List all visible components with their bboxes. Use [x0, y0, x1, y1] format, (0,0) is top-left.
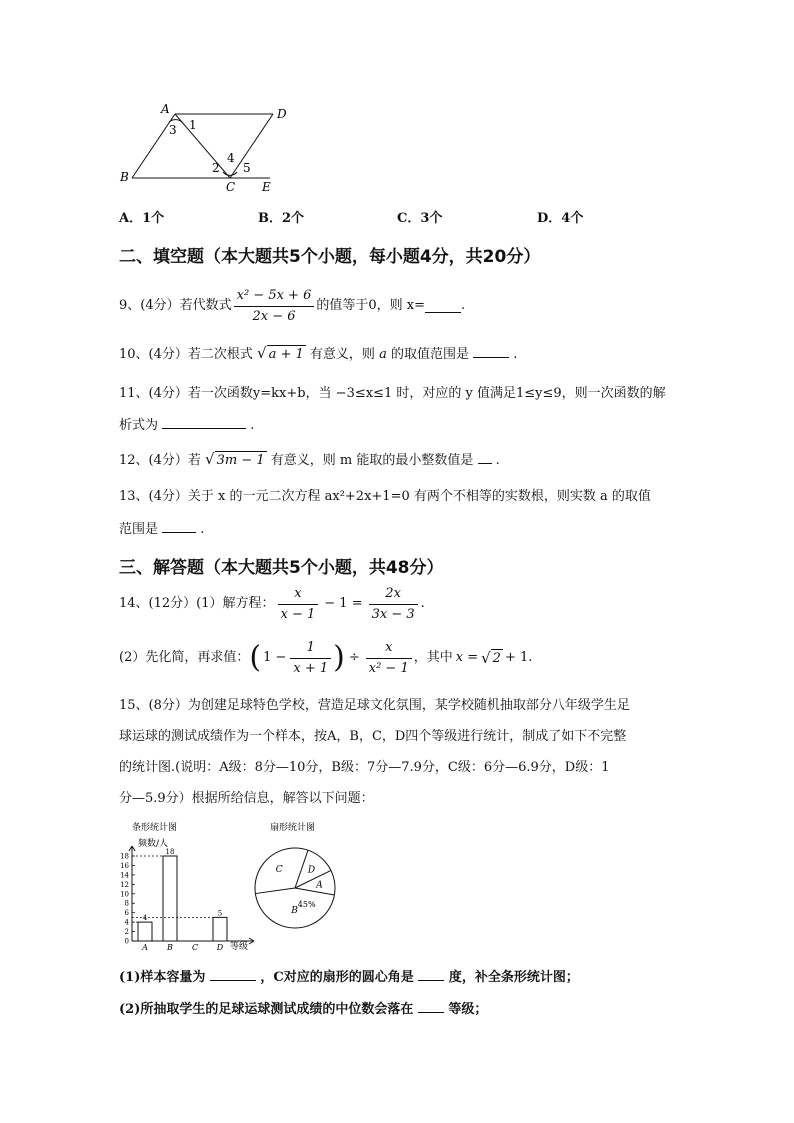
- pie-percent-B: 45%: [297, 899, 316, 909]
- q14-one-minus: 1 −: [263, 650, 287, 665]
- q14-f2-denominator: 3x − 3: [371, 606, 415, 622]
- question-15-line-4: 分—5.9分）根据所给信息，解答以下问题：: [119, 791, 374, 806]
- angle-label-4: 4: [227, 151, 235, 165]
- q14-f1-denominator: x − 1: [280, 606, 316, 622]
- option-d: D．4个: [537, 211, 584, 226]
- q14-f3-denominator: x + 1: [293, 660, 329, 676]
- q14-p1-prefix: 14、(12分）(1）解方程：: [119, 596, 275, 611]
- option-b: B．2个: [258, 211, 305, 226]
- q10-text-1: 有意义，则: [309, 347, 375, 362]
- q9-fraction: [234, 287, 315, 326]
- option-c: C．3个: [397, 211, 443, 226]
- q9-denominator: 2x − 6: [252, 308, 296, 324]
- q9-numerator: x² − 5x + 6: [234, 287, 315, 307]
- point-label-C: C: [226, 180, 236, 194]
- bar-B: [163, 856, 177, 941]
- q14-divide: ÷: [348, 650, 360, 665]
- section-3-heading: 三、解答题（本大题共5个小题，共48分）: [119, 558, 444, 578]
- bar-y-tick-label: 18: [120, 852, 129, 861]
- angle-label-2: 2: [212, 161, 220, 175]
- question-14-part-2: (2）先化简，再求值： ( 1 − $\frac{1}{x + 1}$ ) ÷ $\frac{x}{\text{x² − 1}}$ ，其中 x = √ 2 + 1.: [119, 639, 533, 676]
- q15-sub2-text-b: 等级；: [448, 1002, 488, 1017]
- q15-sample-size-blank[interactable]: [210, 968, 256, 981]
- q14-f3-numerator: 1: [290, 639, 331, 659]
- question-13-line-2: [119, 520, 204, 539]
- q12-suffix: 有意义，则 m 能取的最小整数值是: [270, 453, 474, 468]
- q14-f1-numerator: x: [278, 585, 319, 605]
- q15-sub2-text-a: (2)所抽取学生的足球运球测试成绩的中位数会落在: [119, 1002, 414, 1017]
- q13-answer-blank[interactable]: [162, 520, 196, 533]
- q14-minus-one: − 1 =: [324, 596, 363, 611]
- q14-radicand: 2: [492, 650, 501, 666]
- bar-y-tick-label: 16: [120, 861, 129, 870]
- angle-label-1: 1: [189, 118, 197, 132]
- q9-prefix: 9、(4分）若代数式: [119, 298, 232, 313]
- point-label-E: E: [262, 180, 271, 194]
- pie-chart: [250, 818, 350, 940]
- q12-prefix: 12、(4分）若: [119, 453, 201, 468]
- question-15-sub-1: [119, 968, 579, 987]
- pie-label-B: B: [291, 905, 298, 916]
- bar-chart: [112, 818, 262, 956]
- bar-y-tick-label: 2: [124, 928, 129, 937]
- q11-answer-blank[interactable]: [162, 416, 246, 429]
- segment-DC: [230, 114, 273, 178]
- bar-A: [138, 922, 152, 941]
- q15-sub1-text-b: ，C对应的扇形的圆心角是: [260, 970, 414, 985]
- q14-plus-one: + 1.: [504, 650, 533, 665]
- bar-y-tick-label: 14: [120, 871, 129, 880]
- question-15-line-1: 15、(8分）为创建足球特色学校，营造足球文化氛围，某学校随机抽取部分八年级学生足: [119, 698, 630, 713]
- pie-label-D: D: [307, 865, 316, 876]
- q13-text: 范围是: [119, 522, 159, 537]
- bar-y-tick-label: 4: [124, 918, 129, 927]
- question-14-part-1: [119, 584, 425, 624]
- bar-category-label: A: [142, 943, 148, 952]
- bar-chart-ylabel: 频数/人: [138, 839, 169, 849]
- bar-y-tick-label: 10: [120, 890, 129, 899]
- q12-answer-blank[interactable]: [478, 451, 492, 464]
- question-10: 10、(4分）若二次根式 √ a + 1 有意义，则 a 的取值范围是 .: [119, 344, 518, 362]
- q14-p2-prefix: (2）先化简，再求值：: [119, 650, 250, 665]
- section-2-heading: 二、填空题（本大题共5个小题，每小题4分，共20分）: [119, 247, 541, 267]
- q14-x-equals: x =: [455, 650, 479, 665]
- option-a: A．1个: [119, 211, 165, 226]
- bar-category-label: C: [191, 943, 199, 952]
- q10-prefix: 10、(4分）若二次根式: [119, 347, 253, 362]
- pie-label-C: C: [275, 864, 283, 875]
- angle-label-3: 3: [169, 123, 177, 137]
- point-label-B: B: [120, 170, 129, 184]
- question-11-line-1: 11、(4分）若一次函数y=kx+b，当 −3≤x≤1 时，对应的 y 值满足1≤y≤9，则一次函数的解: [119, 386, 666, 401]
- q10-text-2: 的取值范围是: [390, 347, 469, 362]
- bar-y-tick-label: 12: [120, 880, 129, 889]
- q14-fraction-1: [278, 585, 319, 624]
- q12-end: .: [495, 453, 500, 468]
- question-15-line-3: 的统计图.(说明：A级：8分—10分，B级：7分—7.9分，C级：6分—6.9分，D级：1: [119, 760, 610, 775]
- bar-chart-title: 条形统计图: [132, 823, 178, 833]
- angle-label-5: 5: [243, 161, 251, 175]
- q10-radicand: a + 1: [268, 347, 304, 362]
- q15-median-blank[interactable]: [418, 1000, 444, 1013]
- bar-category-label: D: [216, 943, 224, 952]
- bar-y-tick-label: 8: [124, 899, 129, 908]
- q11-text: 析式为: [119, 418, 159, 433]
- question-9: [119, 286, 465, 326]
- question-11-line-2: [119, 416, 254, 435]
- bar-y-tick-label: 6: [124, 909, 129, 918]
- q14-p1-end: .: [420, 596, 425, 611]
- q14-fraction-3: [290, 639, 331, 678]
- bar-y-tick-label: 0: [124, 937, 129, 946]
- q10-answer-blank[interactable]: [473, 345, 509, 358]
- q9-end: .: [461, 298, 466, 313]
- point-label-D: D: [277, 107, 287, 121]
- question-12: 12、(4分）若 √ 3m − 1 有意义，则 m 能取的最小整数值是 .: [119, 450, 500, 468]
- q9-suffix: 的值等于0，则 x=: [316, 298, 425, 313]
- q10-variable: a: [379, 347, 387, 362]
- bar-category-label: B: [167, 943, 173, 952]
- q14-f4-denominator: x² − 1: [368, 660, 409, 676]
- pie-label-A: A: [316, 880, 323, 891]
- q15-angle-blank[interactable]: [418, 968, 444, 981]
- geometry-figure: [110, 100, 300, 200]
- q14-fraction-2: [369, 585, 418, 624]
- q15-sub1-text-c: 度，补全条形统计图；: [448, 970, 579, 985]
- q14-f4-numerator: x: [366, 639, 412, 659]
- q10-end: .: [513, 347, 518, 362]
- bar-data-label: 18: [165, 848, 175, 856]
- q14-p2-middle: ，其中: [413, 650, 453, 665]
- segment-AC: [175, 114, 230, 178]
- pie-chart-title: 扇形统计图: [270, 823, 316, 833]
- point-label-A: A: [161, 102, 170, 116]
- bar-data-label: 4: [142, 914, 148, 923]
- bar-data-label: 5: [217, 909, 223, 918]
- q13-end: .: [200, 522, 205, 537]
- bar-chart-xlabel: 等级: [230, 942, 249, 952]
- q15-sub1-text-a: (1)样本容量为: [119, 970, 206, 985]
- q9-answer-blank[interactable]: [425, 300, 461, 313]
- question-13-line-1: 13、(4分）关于 x 的一元二次方程 ax²+2x+1=0 有两个不相等的实数根，则实数 a 的取值: [119, 489, 651, 504]
- q14-fraction-4: [366, 639, 412, 678]
- bar-D: [213, 917, 227, 941]
- question-15-sub-2: [119, 1000, 487, 1019]
- q14-f2-numerator: 2x: [369, 585, 418, 605]
- question-15-line-2: 球运球的测试成绩作为一个样本，按A，B，C，D四个等级进行统计，制成了如下不完整: [119, 729, 627, 744]
- q11-end: .: [250, 418, 255, 433]
- q12-radicand: 3m − 1: [216, 453, 265, 468]
